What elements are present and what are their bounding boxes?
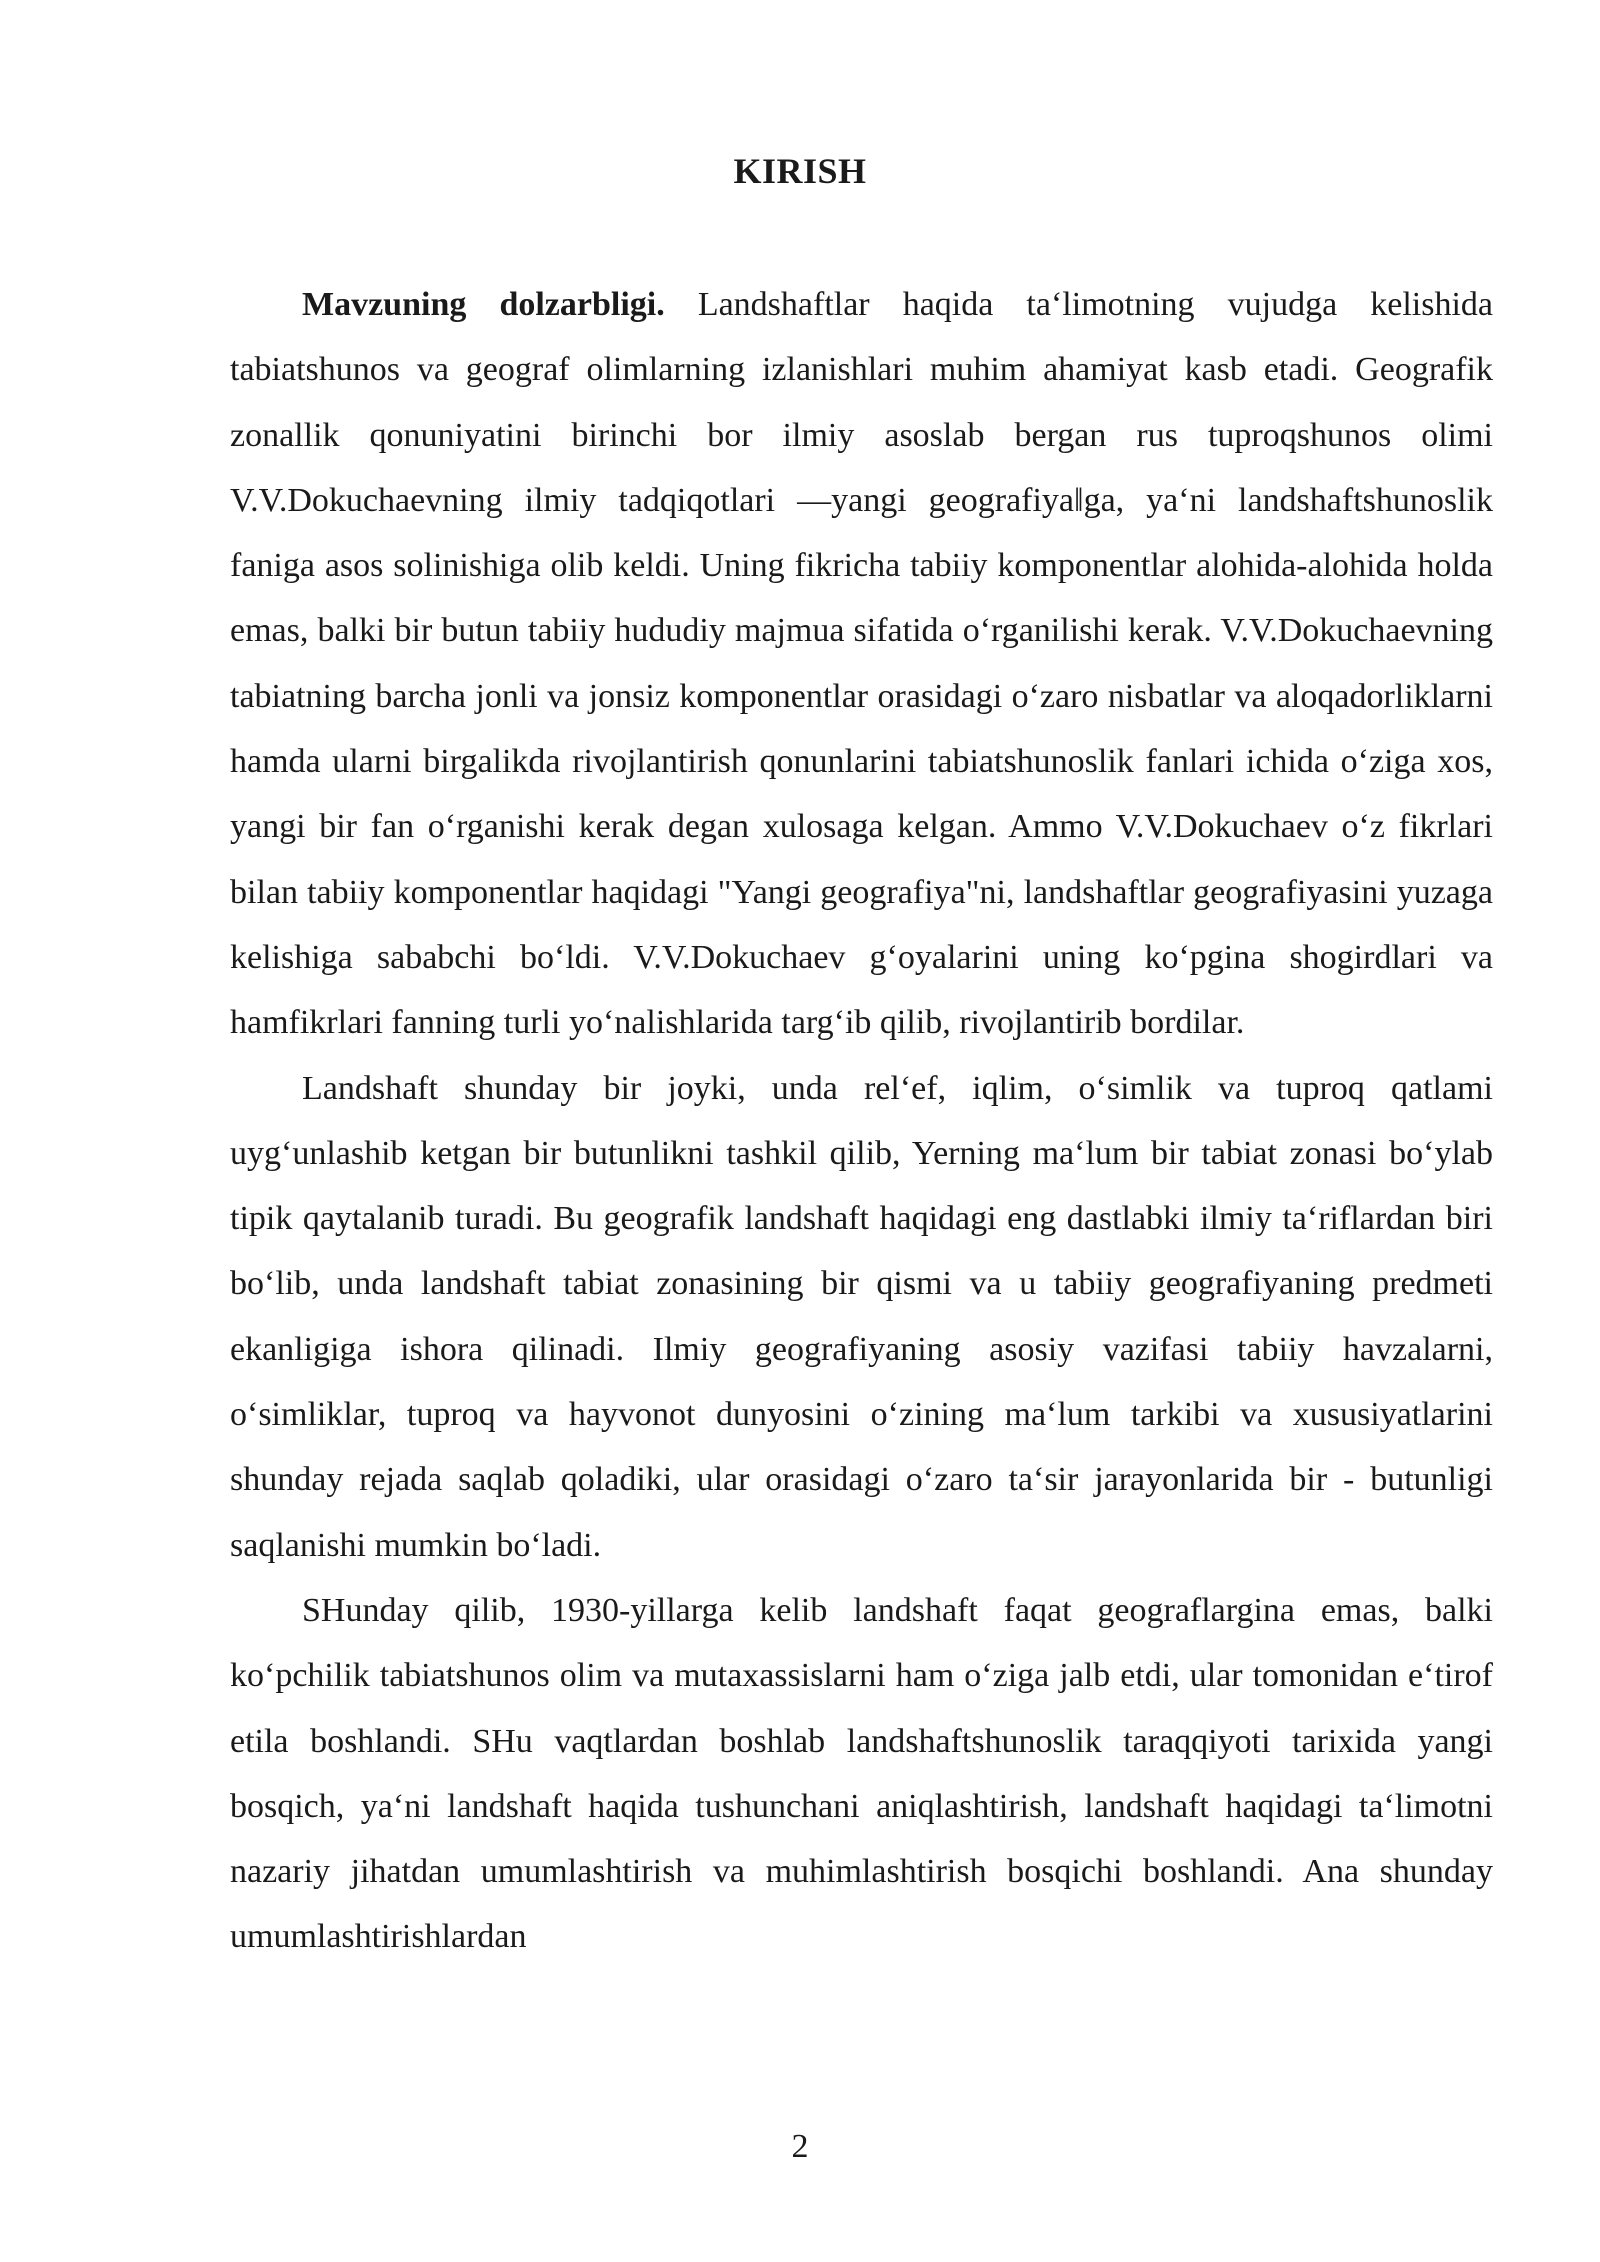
paragraph-text: Landshaft shunday bir joyki, unda relʻef, iqlim, oʻsimlik va tuproq qatlami uygʻunlashib ketgan bir butunlikni tashkil qilib, Yerning maʻlum bir tabiat zonasi boʻylab tipik qaytalanib turadi. Bu geografik landshaft haqidagi eng dastlabki ilmiy taʻriflardan biri boʻlib, unda landshaft tabiat zonasining bir qismi va u tabiiy geografiyaning predmeti ekanligiga ishora qilinadi. Ilmiy geografiyaning asosiy vazifasi tabiiy havzalarni, oʻsimliklar, tuproq va hayvonot dunyosini oʻzining maʻlum tarkibi va xususiyatlarini shunday rejada saqlab qoladiki, ular orasidagi oʻzaro taʻsir jarayonlarida bir - butunligi saqlanishi mumkin boʻladi. <box>230 1069 1493 1564</box>
paragraph-text: SHunday qilib, 1930-yillarga kelib landshaft faqat geograflargina emas, balki koʻpchilik tabiatshunos olim va mutaxassislarni ham oʻziga jalb etdi, ular tomonidan eʻtirof etila boshlandi. SHu vaqtlardan boshlab landshaftshunoslik taraqqiyoti tarixida yangi bosqich, yaʻni landshaft haqida tushunchani aniqlashtirish, landshaft haqidagi taʻlimotni nazariy jihatdan umumlashtirish va muhimlashtirish bosqichi boshlandi. Ana shunday umumlashtirishlardan <box>230 1591 1493 1956</box>
page-number: 2 <box>791 2128 809 2165</box>
paragraph-lead: Mavzuning dolzarbligi. <box>302 286 665 323</box>
paragraph-text: Landshaftlar haqida taʻlimotning vujudga kelishida tabiatshunos va geograf olimlarning izlanishlari muhim ahamiyat kasb etadi. Geografik zonallik qonuniyatini birinchi bor ilmiy asoslab bergan rus tuproqshunos olimi V.V.Dokuchaevning ilmiy tadqiqotlari ―yangi geografiya‖ga, yaʻni landshaftshunoslik faniga asos solinishiga olib keldi. Uning fikricha tabiiy komponentlar alohida-alohida holda emas, balki bir butun tabiiy hududiy majmua sifatida oʻrganilishi kerak. V.V.Dokuchaevning tabiatning barcha jonli va jonsiz komponentlar orasidagi oʻzaro nisbatlar va aloqadorliklarni hamda ularni birgalikda rivojlantirish qonunlarini tabiatshunoslik fanlari ichida oʻziga xos, yangi bir fan oʻrganishi kerak degan xulosaga kelgan. Ammo V.V.Dokuchaev oʻz fikrlari bilan tabiiy komponentlar haqidagi "Yangi geografiya"ni, landshaftlar geografiyasini yuzaga kelishiga sababchi boʻldi. V.V.Dokuchaev gʻoyalarini uning koʻpgina shogirdlari va hamfikrlari fanning turli yoʻnalishlarida targʻib qilib, rivojlantirib bordilar. <box>230 286 1493 1042</box>
paragraph-historical-development <box>230 1578 1493 1970</box>
body-text <box>230 272 1493 1970</box>
paragraph-landscape-definition <box>230 1056 1493 1578</box>
paragraph-relevance <box>230 272 1493 1056</box>
page-title: KIRISH <box>733 151 867 191</box>
